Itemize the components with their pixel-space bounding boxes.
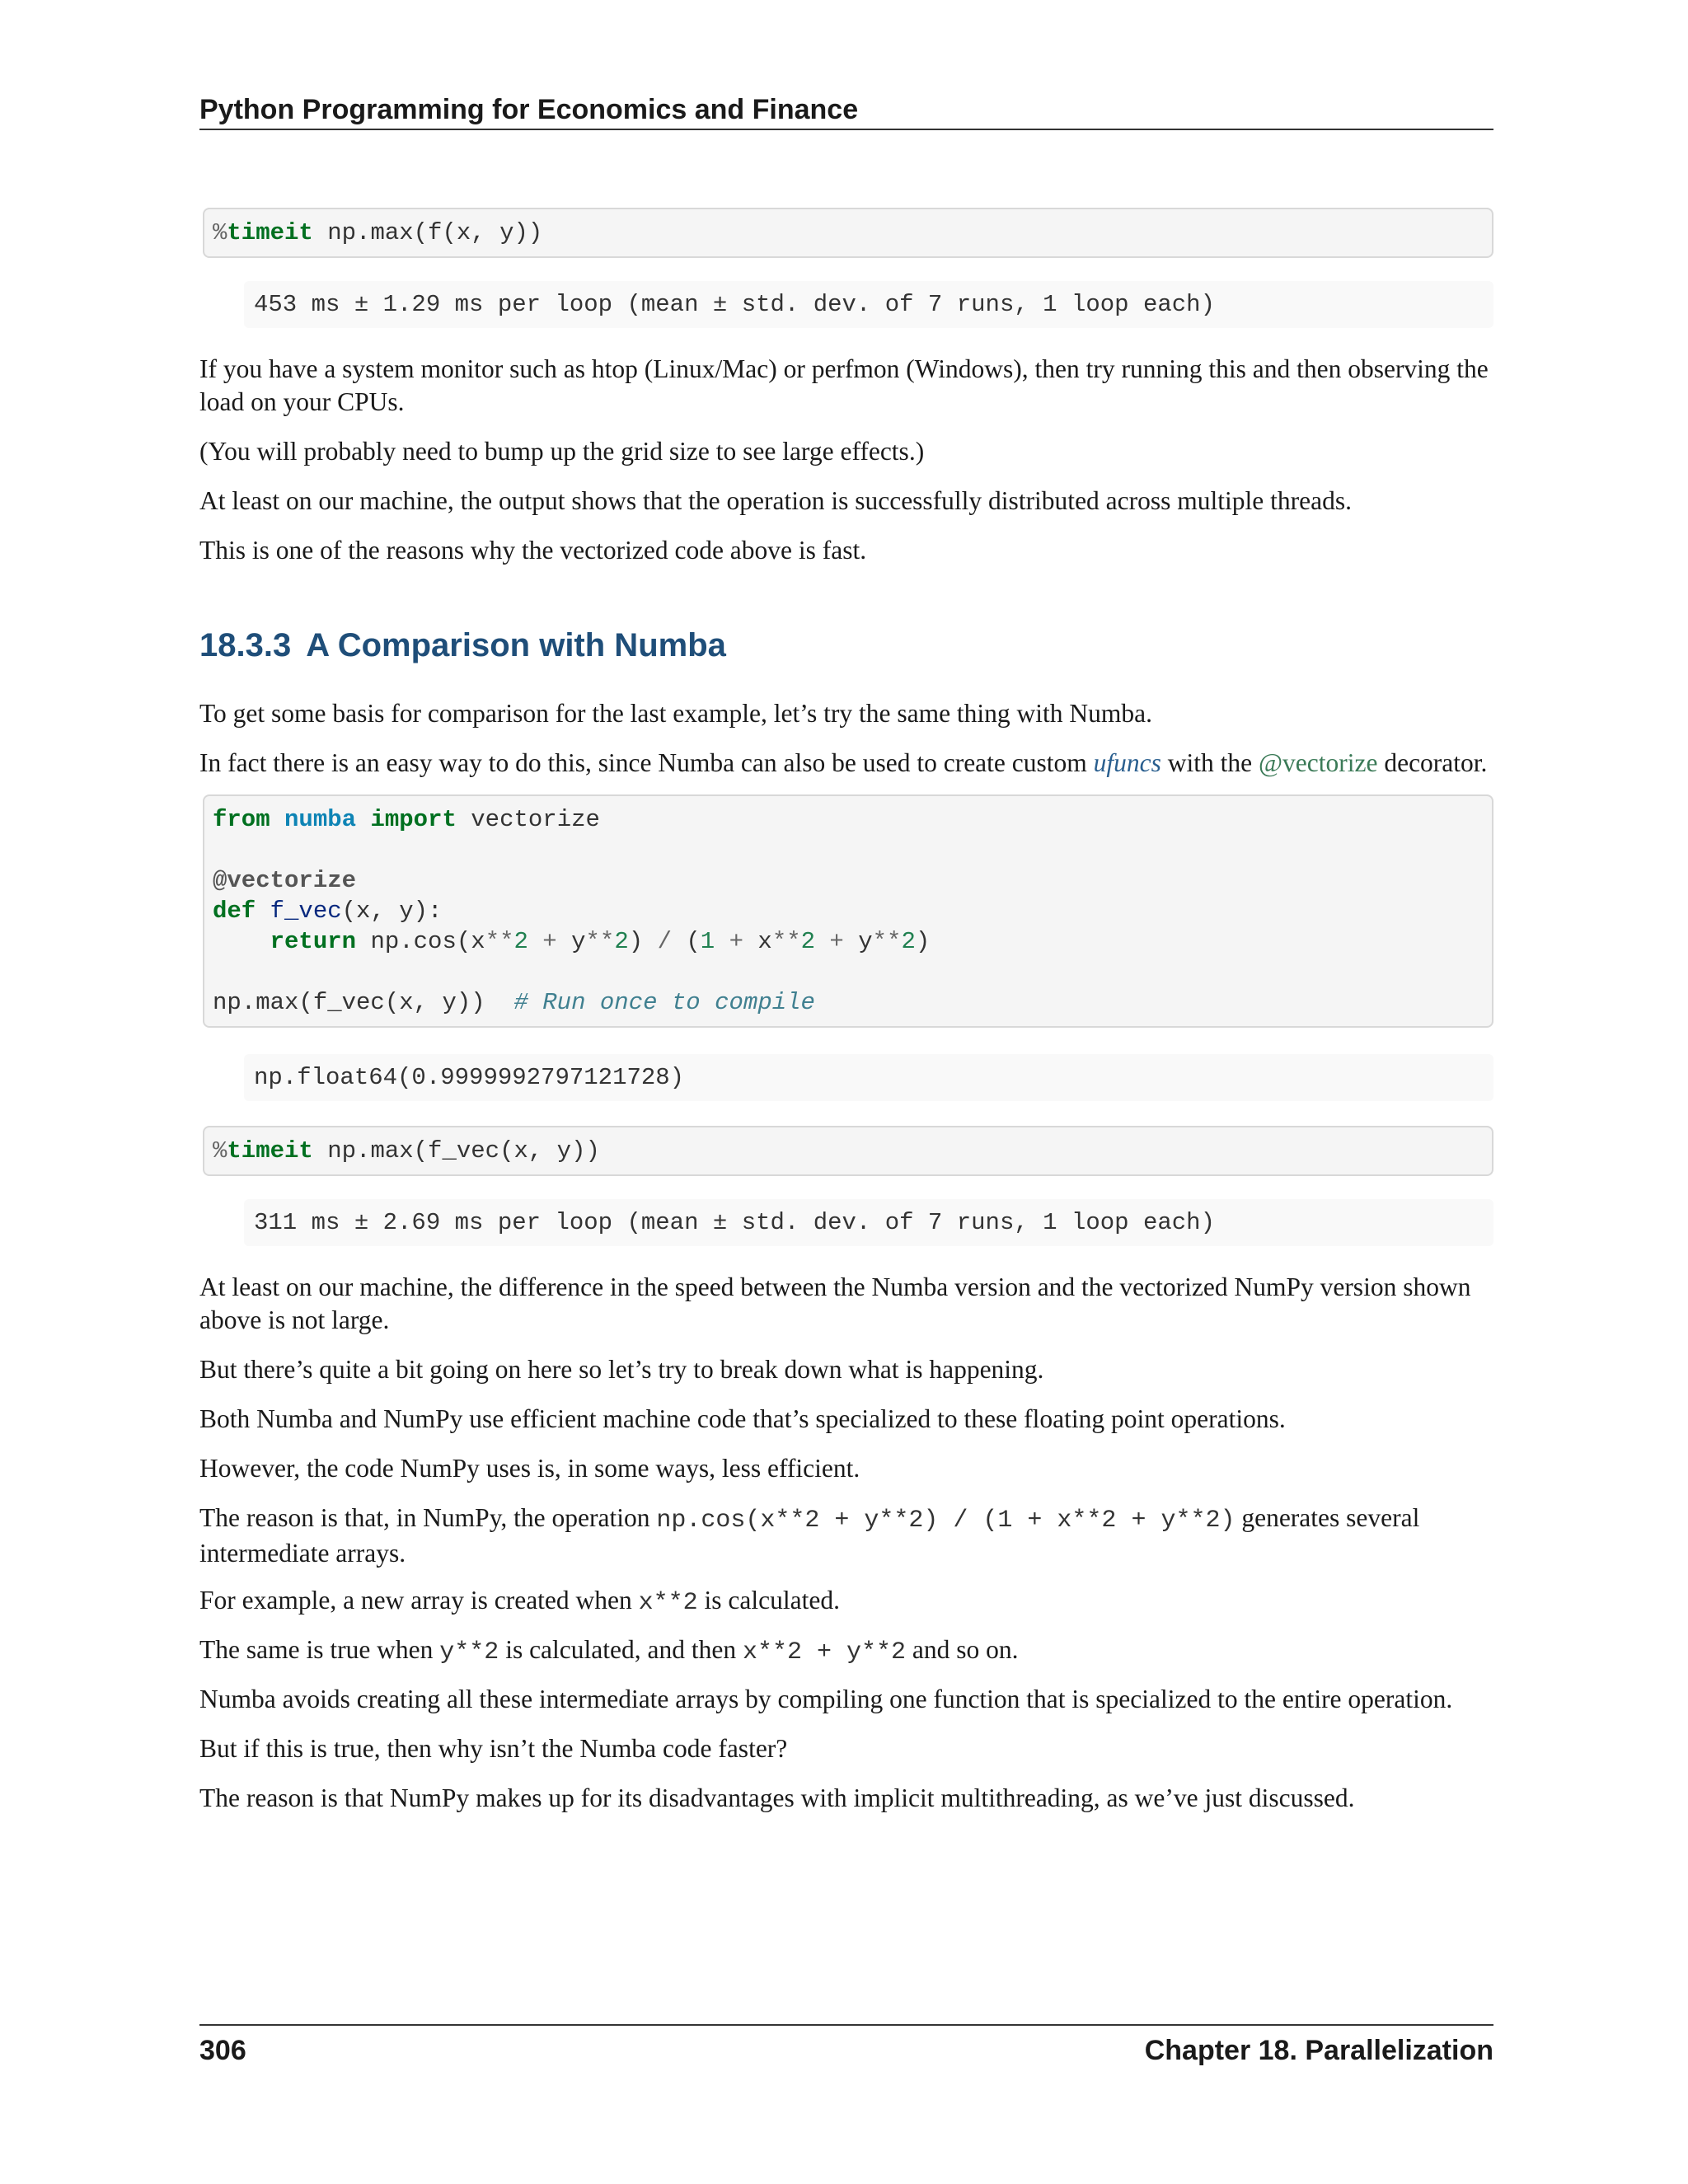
compile-call: np.max(f_vec(x, y)) (213, 989, 514, 1016)
text-span: The same is true when (199, 1635, 440, 1664)
number: 1 (700, 928, 715, 955)
function-name: f_vec (270, 898, 342, 925)
paragraph-grid-size: (You will probably need to bump up the grid size to see large effects.) (199, 437, 925, 466)
operator: + (815, 928, 859, 955)
text-span: is calculated, and then (499, 1635, 743, 1664)
page-number: 306 (199, 2035, 246, 2066)
function-args: (x, y): (341, 898, 443, 925)
paragraph-new-array (199, 1584, 1493, 1619)
paragraph-vectorize-decorator (199, 747, 1493, 780)
text-span: In fact there is an easy way to do this, since Numba can also be used to create custom (199, 748, 1094, 777)
chapter-title: Chapter 18. Parallelization (1144, 2035, 1493, 2066)
from-keyword: from (213, 806, 270, 833)
code-span: ) (628, 928, 658, 955)
text-span: For example, a new array is created when (199, 1586, 639, 1615)
paragraph-less-efficient: However, the code NumPy uses is, in some ways, less efficient. (199, 1454, 860, 1483)
book-title: Python Programming for Economics and Finance (199, 94, 859, 125)
import-keyword: import (370, 806, 457, 833)
paragraph-implicit-multithreading: The reason is that NumPy makes up for its disadvantages with implicit multithreading, as we’ve just discussed. (199, 1783, 1355, 1812)
code-span: np.cos(x (356, 928, 485, 955)
number: 2 (800, 928, 816, 955)
section-number: 18.3.3 (199, 627, 292, 663)
number: 2 (513, 928, 528, 955)
paragraph-same-is-true (199, 1633, 1493, 1669)
code-cell-timeit-f[interactable] (203, 208, 1493, 258)
operator: + (528, 928, 572, 955)
import-name: vectorize (456, 806, 600, 833)
inline-code: np.cos(x**2 + y**2) / (1 + x**2 + y**2) (656, 1507, 1236, 1535)
paragraph-basis-comparison: To get some basis for comparison for the last example, let’s try the same thing with Numba. (199, 699, 1153, 728)
header-rule (199, 129, 1493, 130)
code-cell-vectorize[interactable] (203, 794, 1493, 1028)
operator: ** (771, 928, 801, 955)
paragraph-break-down: But there’s quite a bit going on here so let’s try to break down what is happening. (199, 1355, 1044, 1384)
section-title: A Comparison with Numba (306, 627, 726, 663)
output-vectorize: np.float64(0.9999992797121728) (244, 1054, 1493, 1101)
magic-prefix: % (213, 1137, 227, 1165)
module-name: numba (284, 806, 357, 833)
indent (213, 928, 270, 955)
paragraph-vectorized-fast: This is one of the reasons why the vectorized code above is fast. (199, 536, 867, 565)
paragraph-speed-difference: At least on our machine, the difference in the speed between the Numba version and the vectorized NumPy version shown above is not large. (199, 1272, 1471, 1334)
paragraph-intermediate-arrays (199, 1502, 1493, 1570)
output-timeit-f: 453 ms ± 1.29 ms per loop (mean ± std. dev. of 7 runs, 1 loop each) (244, 281, 1493, 328)
section-heading (199, 625, 726, 666)
inline-code: x**2 (638, 1589, 698, 1617)
text-span: is calculated. (697, 1586, 840, 1615)
operator: + (715, 928, 758, 955)
code-span: x (757, 928, 772, 955)
text-span: generates several intermediate arrays. (199, 1503, 1420, 1568)
magic-keyword: timeit (227, 1137, 313, 1165)
text-span: and so on. (906, 1635, 1019, 1664)
magic-prefix: % (213, 219, 227, 246)
magic-keyword: timeit (227, 219, 313, 246)
paragraph-system-monitor: If you have a system monitor such as htop (Linux/Mac) or perfmon (Windows), then try running this and then observing the load on your CPUs. (199, 354, 1489, 416)
output-timeit-f-vec: 311 ms ± 2.69 ms per loop (mean ± std. dev. of 7 runs, 1 loop each) (244, 1199, 1493, 1246)
code-text: np.max(f(x, y)) (312, 219, 543, 246)
decorator: @vectorize (213, 867, 357, 894)
number: 2 (901, 928, 916, 955)
footer-rule (199, 2024, 1493, 2026)
code-span: y (858, 928, 873, 955)
vectorize-link[interactable]: @vectorize (1259, 748, 1378, 777)
text-span: decorator. (1377, 748, 1488, 777)
code-span: y (571, 928, 586, 955)
inline-code: y**2 (439, 1638, 499, 1666)
code-cell-timeit-f-vec[interactable] (203, 1126, 1493, 1176)
return-keyword: return (270, 928, 357, 955)
running-header (199, 91, 1493, 130)
number: 2 (614, 928, 629, 955)
running-footer (199, 2024, 1493, 2069)
text-span: with the (1160, 748, 1259, 777)
def-keyword: def (213, 898, 256, 925)
inline-code: x**2 + y**2 (742, 1638, 906, 1666)
paragraph-numba-avoids: Numba avoids creating all these intermediate arrays by compiling one function that is specialized to the entire operation. (199, 1685, 1453, 1713)
code-span: ) (915, 928, 931, 955)
ufuncs-link[interactable]: ufuncs (1093, 748, 1161, 777)
paragraph-why-not-faster: But if this is true, then why isn’t the Numba code faster? (199, 1734, 788, 1763)
paragraph-multiple-threads: At least on our machine, the output shows that the operation is successfully distributed across multiple threads. (199, 486, 1352, 515)
paragraph-machine-code: Both Numba and NumPy use efficient machine code that’s specialized to these floating point operations. (199, 1404, 1286, 1433)
code-text: np.max(f_vec(x, y)) (312, 1137, 600, 1165)
code-comment: # Run once to compile (513, 989, 815, 1016)
code-span: ( (671, 928, 701, 955)
operator: ** (585, 928, 615, 955)
operator: / (657, 928, 672, 955)
text-span: The reason is that, in NumPy, the operation (199, 1503, 657, 1532)
operator: ** (872, 928, 902, 955)
operator: ** (485, 928, 514, 955)
